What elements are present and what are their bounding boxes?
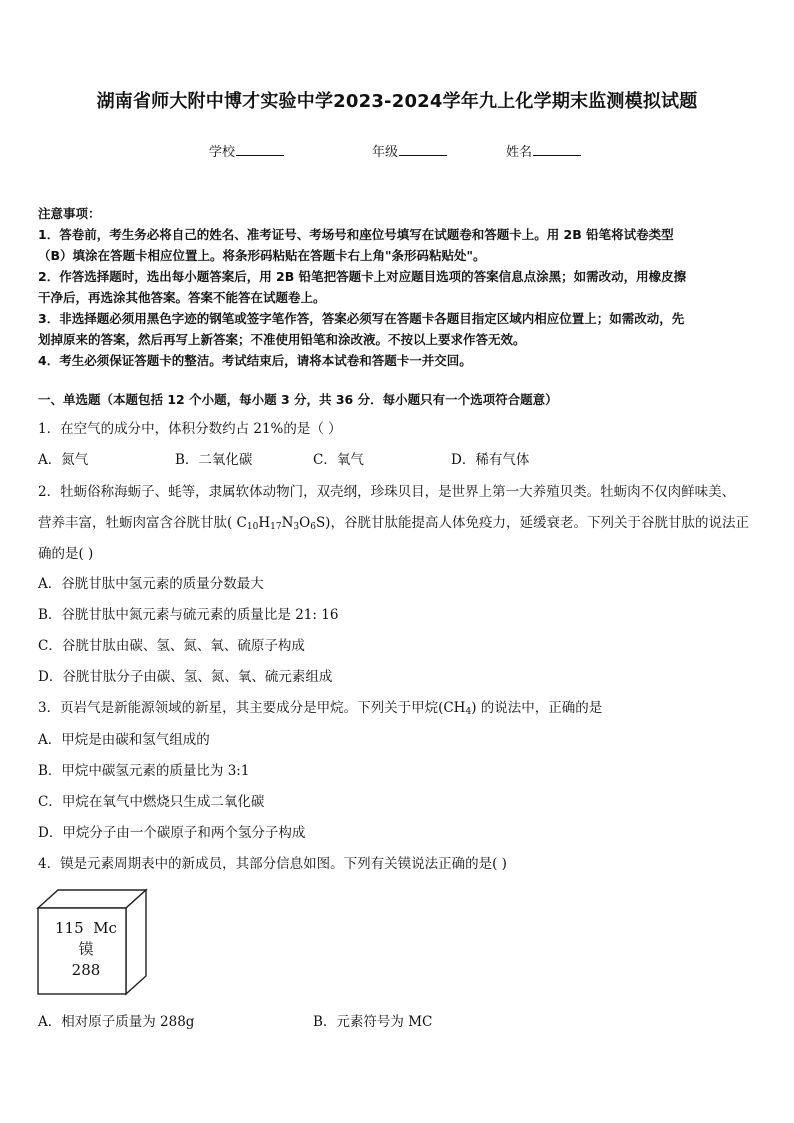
notice-line: 4．考生必须保证答题卡的整洁。考试结束后，请将本试卷和答题卡一并交回。 <box>38 353 472 368</box>
element-number: 115 <box>55 919 84 937</box>
element-number-symbol-row <box>44 918 128 939</box>
option-a[interactable]: A．甲烷是由碳和氢气组成的 <box>38 732 210 748</box>
q2-elem-h: H <box>258 515 271 531</box>
school-blank[interactable] <box>236 141 284 156</box>
question-3-stem <box>38 696 602 716</box>
section-heading: 一、单选题（本题包括 12 个小题，每小题 3 分，共 36 分．每小题只有一个选项符合题意） <box>38 392 558 407</box>
option-b[interactable]: B．二氧化碳 <box>175 452 253 468</box>
q3-sub: 4 <box>465 707 472 717</box>
option-d[interactable]: D．稀有气体 <box>451 452 530 468</box>
q2-sub-o: 6 <box>310 522 316 532</box>
option-a[interactable]: A．相对原子质量为 288g <box>38 1014 195 1030</box>
question-2-stem-line2 <box>38 511 749 531</box>
option-b[interactable]: B．元素符号为 MC <box>313 1014 433 1030</box>
q2-sub-n: 3 <box>293 522 300 532</box>
name-blank[interactable] <box>533 141 581 156</box>
option-b[interactable]: B．甲烷中碳氢元素的质量比为 3:1 <box>38 763 250 779</box>
question-4-options <box>38 1010 738 1030</box>
question-2-stem-line3: 确的是( ) <box>38 546 94 562</box>
element-info-card <box>44 918 128 981</box>
name-field[interactable] <box>506 141 581 160</box>
option-c[interactable]: C．谷胱甘肽由碳、氢、氮、氧、硫原子构成 <box>38 638 305 654</box>
exam-title: 湖南省师大附中博才实验中学2023-2024学年九上化学期末监测模拟试题 <box>96 91 698 112</box>
question-4-stem: 4．镆是元素周期表中的新成员，其部分信息如图。下列有关镆说法正确的是( ) <box>38 856 507 872</box>
question-1-stem: 1．在空气的成分中，体积分数约占 21%的是（ ） <box>38 421 342 437</box>
option-d[interactable]: D．甲烷分子由一个碳原子和两个氢分子构成 <box>38 825 306 841</box>
q2-sub-c: 10 <box>246 522 259 532</box>
grade-label: 年级 <box>372 145 399 160</box>
element-mass: 288 <box>71 961 101 979</box>
q2-text-post: S)，谷胱甘肽能提高人体免疫力，延缓衰老。下列关于谷胱甘肽的说法正 <box>315 515 749 531</box>
option-c[interactable]: C．氧气 <box>313 452 364 468</box>
notice-heading: 注意事项： <box>38 206 101 221</box>
school-label: 学校 <box>209 145 236 160</box>
notice-line: 划掉原来的答案，然后再写上新答案；不准使用铅笔和涂改液。不按以上要求作答无效。 <box>38 332 526 347</box>
name-label: 姓名 <box>506 145 533 160</box>
option-b[interactable]: B．谷胱甘肽中氮元素与硫元素的质量比是 21: 16 <box>38 607 339 623</box>
notice-line: 3．非选择题必须用黑色字迹的钢笔或签字笔作答，答案必须写在答题卡各题目指定区域内相应位置上；如需改动，先 <box>38 311 685 326</box>
q2-sub-h: 17 <box>270 522 282 532</box>
element-symbol: Mc <box>93 919 117 937</box>
option-d[interactable]: D．谷胱甘肽分子由碳、氢、氮、氧、硫元素组成 <box>38 669 333 685</box>
notice-line: 1．答卷前，考生务必将自己的姓名、准考证号、考场号和座位号填写在试题卷和答题卡上。用 2B 铅笔将试卷类型 <box>38 227 674 242</box>
notice-line: 2．作答选择题时，选出每小题答案后，用 2B 铅笔把答题卡上对应题目选项的答案信息点涂黑；如需改动，用橡皮擦 <box>38 269 687 284</box>
option-a[interactable]: A．氮气 <box>38 452 89 468</box>
notice-line: （B）填涂在答题卡相应位置上。将条形码粘贴在答题卡右上角"条形码粘贴处"。 <box>38 248 486 263</box>
q2-elem-o: O <box>299 515 311 531</box>
grade-field[interactable] <box>372 141 447 160</box>
option-c[interactable]: C．甲烷在氧气中燃烧只生成二氧化碳 <box>38 794 265 810</box>
question-1-options <box>38 448 738 468</box>
grade-blank[interactable] <box>399 141 447 156</box>
q2-elem-n: N <box>281 515 294 531</box>
option-a[interactable]: A．谷胱甘肽中氢元素的质量分数最大 <box>38 576 264 592</box>
q3-text-post: ) 的说法中，正确的是 <box>471 700 603 716</box>
q3-text-pre: 3．页岩气是新能源领域的新星，其主要成分是甲烷。下列关于甲烷(CH <box>38 700 466 716</box>
q2-text-pre: 营养丰富，牡蛎肉富含谷胱甘肽( C <box>38 515 247 531</box>
school-field[interactable] <box>209 141 284 160</box>
notice-line: 干净后，再选涂其他答案。答案不能答在试题卷上。 <box>38 290 326 305</box>
student-info-row <box>0 141 794 161</box>
question-2-stem-line1: 2．牡蛎俗称海蛎子、蚝等，隶属软体动物门，双壳纲，珍珠贝目，是世界上第一大养殖贝类。牡蛎肉不仅肉鲜味美、 <box>38 484 736 500</box>
element-name: 镆 <box>78 940 94 958</box>
